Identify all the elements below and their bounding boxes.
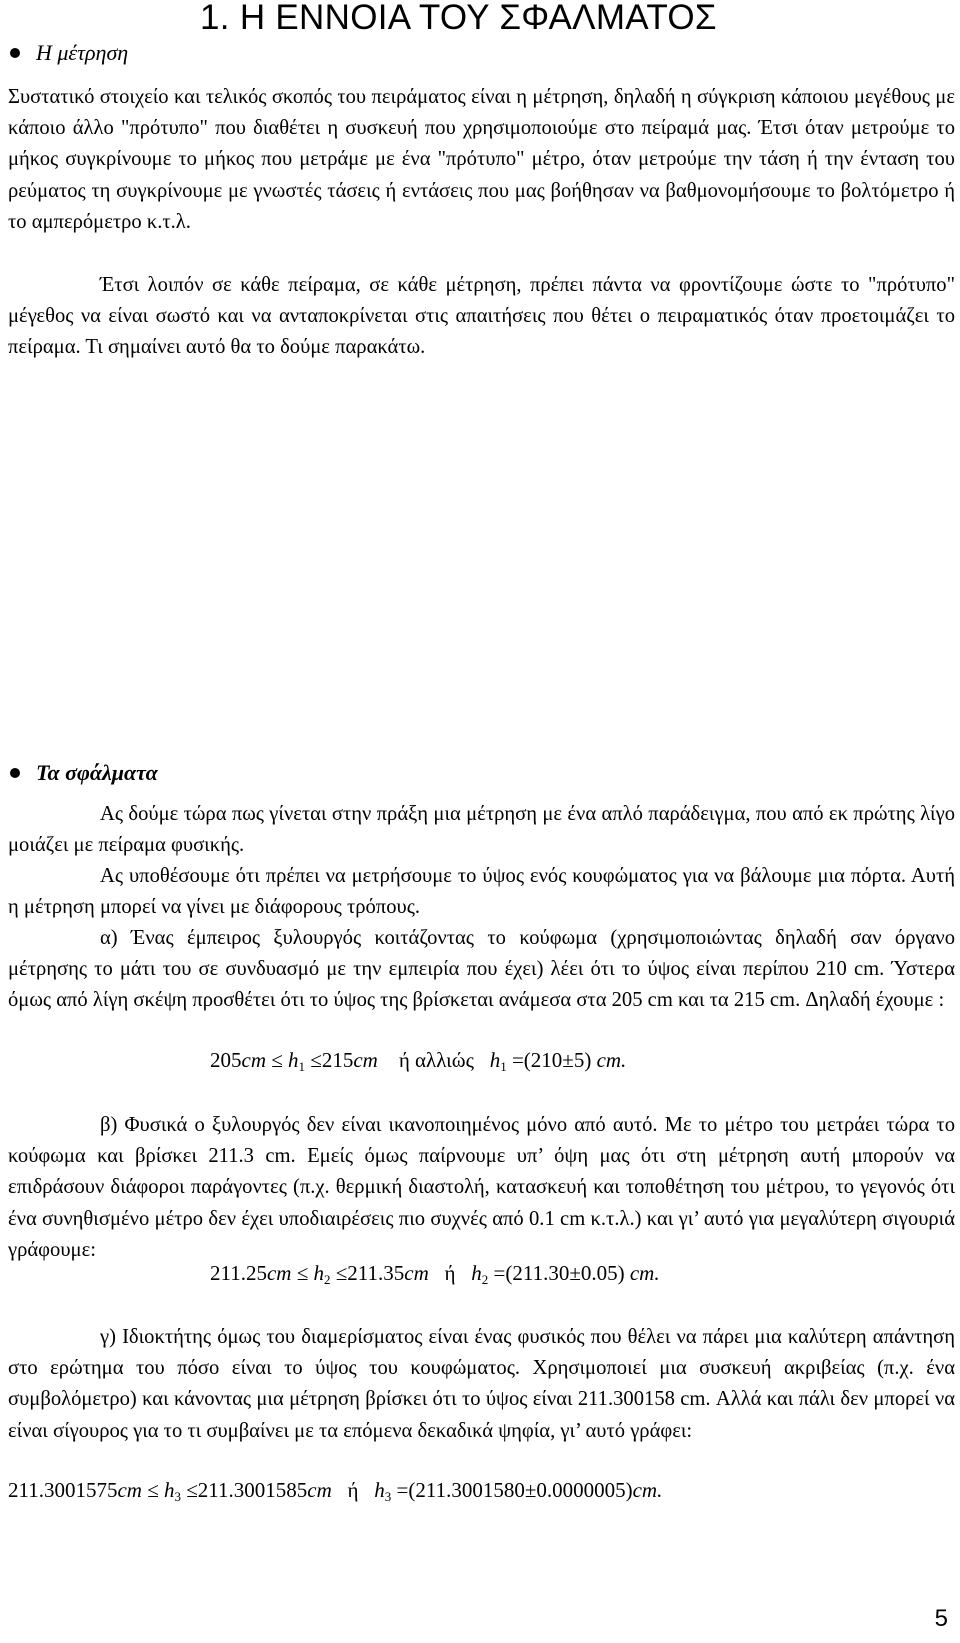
section-heading-errors xyxy=(8,758,158,788)
formula-h3: $211.3001575cm \le h_3 \le 211.3001585cm$ ή $h_3 =(211.3001580\pm 0.0000005)cm$. xyxy=(8,1478,663,1504)
paragraph: β) Φυσικά ο ξυλουργός δεν είναι ικανοποιημένος μόνο από αυτό. Με το μέτρο του μετράει τώρα το κούφωμα και βρίσκει 211.3 cm. Εμείς όμως παίρνουμε υπ’ όψη μας ότι στη μέτρηση αυτή μπορούν να επιδράσουν διάφοροι παράγοντες (π.χ. θερμική διαστολή, κατασκευή και τοποθέτηση του μέτρου, το γεγονός ότι ένα συνηθισμένο μέτρο δεν έχει υποδιαιρέσεις πιο συχνές από 0.1 cm κ.τ.λ.) και γι’ αυτό για μεγαλύτερη σιγουριά γράφουμε: xyxy=(8,1114,955,1261)
bullet-icon xyxy=(10,48,20,58)
paragraph: Ας δούμε τώρα πως γίνεται στην πράξη μια μέτρηση με ένα απλό παράδειγμα, που από εκ πρώτης λίγο μοιάζει με πείραμα φυσικής. xyxy=(8,803,955,857)
formula-h2: $211.25cm \le h_2 \le 211.35cm$ ή $h_2 =(211.30\pm 0.05)$ cm. xyxy=(210,1261,660,1287)
page-title: 1. Η ΕΝΝΟΙΑ ΤΟΥ ΣΦΑΛΜΑΤΟΣ xyxy=(200,0,717,37)
section-heading-text: Η μέτρηση xyxy=(36,40,129,65)
paragraph: Έτσι λοιπόν σε κάθε πείραμα, σε κάθε μέτρηση, πρέπει πάντα να φροντίζουμε ώστε το "πρότυπο" μέγεθος να είναι σωστό και να ανταποκρίνεται στις απαιτήσεις που θέτει ο πειραματικός όταν προετοιμάζει το πείραμα. Τι σημαίνει αυτό θα το δούμε παρακάτω. xyxy=(8,274,955,359)
formula-h1: $205cm \le h_1 \le 215cm$ ή αλλιώς $h_1 =(210\pm 5)$ cm. xyxy=(210,1048,627,1074)
bullet-icon xyxy=(10,768,20,778)
page-number: 5 xyxy=(934,1605,948,1632)
paragraph: γ) Ιδιοκτήτης όμως του διαμερίσματος είναι ένας φυσικός που θέλει να πάρει μια καλύτερη απάντηση στο ερώτημα του πόσο είναι το ύψος του κουφώματος. Χρησιμοποιεί μια συσκευή ακριβείας (π.χ. ένα συμβολόμετρο) και κάνοντας μια μέτρηση βρίσκει ότι το ύψος είναι 211.300158 cm. Αλλά και πάλι δεν μπορεί να είναι σίγουρος για το τι συμβαίνει με τα επόμενα δεκαδικά ψηφία, γι’ αυτό γράφει: xyxy=(8,1326,955,1442)
paragraph: α) Ένας έμπειρος ξυλουργός κοιτάζοντας το κούφωμα (χρησιμοποιώντας δηλαδή σαν όργανο μέτρησης το μάτι του σε συνδυασμό με την εμπειρία που έχει) λέει ότι το ύψος είναι περίπου 210 cm. Ύστερα όμως από λίγη σκέψη προσθέτει ότι το ύψος της βρίσκεται ανάμεσα στα 205 cm και τα 215 cm. Δηλαδή έχουμε : xyxy=(8,927,955,1012)
section-heading-text: Τα σφάλματα xyxy=(36,760,158,785)
paragraph: Συστατικό στοιχείο και τελικός σκοπός του πειράματος είναι η μέτρηση, δηλαδή η σύγκριση κάποιου μεγέθους με κάποιο άλλο "πρότυπο" που διαθέτει η συσκευή που χρησιμοποιούμε στο πείραμά μας. Έτσι όταν μετρούμε το μήκος συγκρίνουμε το μήκος που μετράμε με ένα "πρότυπο" μέτρο, όταν μετρούμε την τάση ή την ένταση του ρεύματος τη συγκρίνουμε με γνωστές τάσεις ή εντάσεις που μας βοήθησαν να βαθμονομήσουμε το βολτόμετρο ή το αμπερόμετρο κ.τ.λ. xyxy=(8,86,955,233)
section-heading-measurement xyxy=(8,38,128,68)
paragraph: Ας υποθέσουμε ότι πρέπει να μετρήσουμε το ύψος ενός κουφώματος για να βάλουμε μια πόρτα. Αυτή η μέτρηση μπορεί να γίνει με διάφορους τρόπους. xyxy=(8,865,955,919)
